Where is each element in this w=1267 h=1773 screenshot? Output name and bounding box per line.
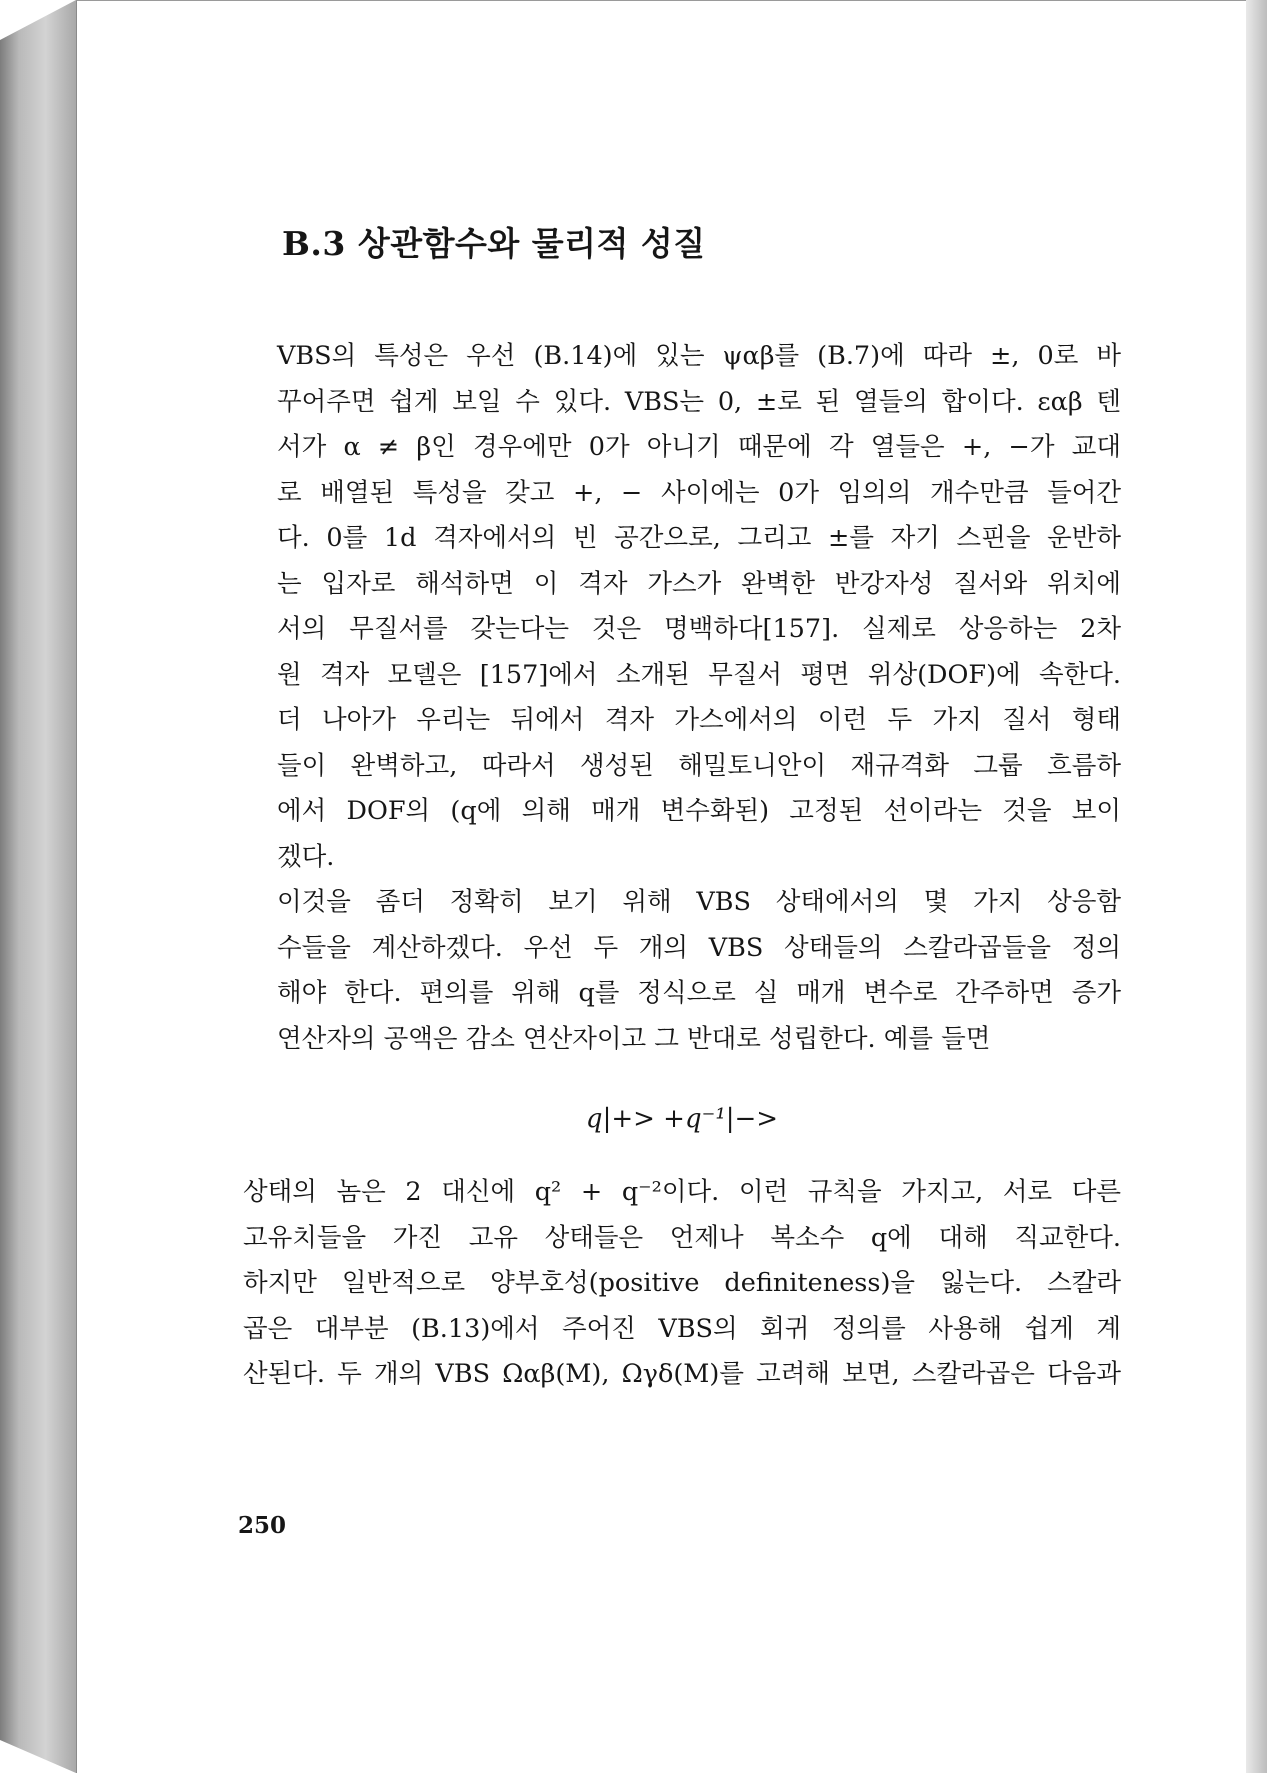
page-number: 250: [238, 1512, 287, 1539]
text-line: 해야 한다. 편의를 위해 q를 정식으로 실 매개 변수로 간주하면 증가: [277, 978, 1121, 1008]
text-line: VBS의 특성은 우선 (B.14)에 있는 ψαβ를 (B.7)에 따라 ±, 0로 바: [277, 341, 1121, 371]
text-line: 겠다.: [277, 841, 335, 872]
text-line: 는 입자로 해석하면 이 격자 가스가 완벽한 반강자성 질서와 위치에: [277, 568, 1121, 599]
text-line: 서가 α ≠ β인 경우에만 0가 아니기 때문에 각 열들은 +, −가 교대: [277, 432, 1121, 462]
text-line: 수들을 계산하겠다. 우선 두 개의 VBS 상태들의 스칼라곱들을 정의: [277, 932, 1121, 963]
text-line: 하지만 일반적으로 양부호성(positive definiteness)을 잃는다. 스칼라: [243, 1268, 1121, 1298]
text-line: 상태의 놈은 2 대신에 q² + q⁻²이다. 이런 규칙을 가지고, 서로 다른: [243, 1177, 1121, 1207]
text-line: 곱은 대부분 (B.13)에서 주어진 VBS의 회귀 정의를 사용해 쉽게 계: [243, 1313, 1121, 1344]
paragraph-1: [243, 334, 1121, 880]
text-line: 더 나아가 우리는 뒤에서 격자 가스에서의 이런 두 가지 질서 형태: [277, 705, 1121, 735]
page-edge-shadow: [1246, 0, 1267, 1773]
text-line: 꾸어주면 쉽게 보일 수 있다. VBS는 0, ±로 된 열들의 합이다. εαβ 텐: [277, 386, 1121, 417]
paragraph-3: [243, 1170, 1121, 1398]
book-spine: [0, 0, 76, 1773]
text-line: 연산자의 공액은 감소 연산자이고 그 반대로 성립한다. 예를 들면: [277, 1023, 991, 1054]
section-heading: B.3 상관함수와 물리적 성질: [282, 224, 706, 263]
text-line: 로 배열된 특성을 갖고 +, − 사이에는 0가 임의의 개수만큼 들어간: [277, 477, 1121, 508]
text-line: 서의 무질서를 갖는다는 것은 명백하다[157]. 실제로 상응하는 2차: [277, 614, 1121, 644]
text-line: 고유치들을 가진 고유 상태들은 언제나 복소수 q에 대해 직교한다.: [243, 1222, 1121, 1253]
paragraph-2: [243, 880, 1121, 1062]
text-line: 들이 완벽하고, 따라서 생성된 해밀토니안이 재규격화 그룹 흐름하: [277, 750, 1121, 781]
text-line: 이것을 좀더 정확히 보기 위해 VBS 상태에서의 몇 가지 상응함: [277, 887, 1121, 917]
text-line: 산된다. 두 개의 VBS Ωαβ(M), Ωγδ(M)를 고려해 보면, 스칼라곱은 다음과: [243, 1359, 1121, 1389]
text-line: 에서 DOF의 (q에 의해 매개 변수화된) 고정된 선이라는 것을 보이: [277, 796, 1121, 826]
text-line: 다. 0를 1d 격자에서의 빈 공간으로, 그리고 ±를 자기 스핀을 운반하: [277, 523, 1121, 553]
display-equation: q|+> +q⁻¹|−>: [585, 1104, 779, 1134]
text-line: 원 격자 모델은 [157]에서 소개된 무질서 평면 위상(DOF)에 속한다.: [277, 659, 1121, 690]
